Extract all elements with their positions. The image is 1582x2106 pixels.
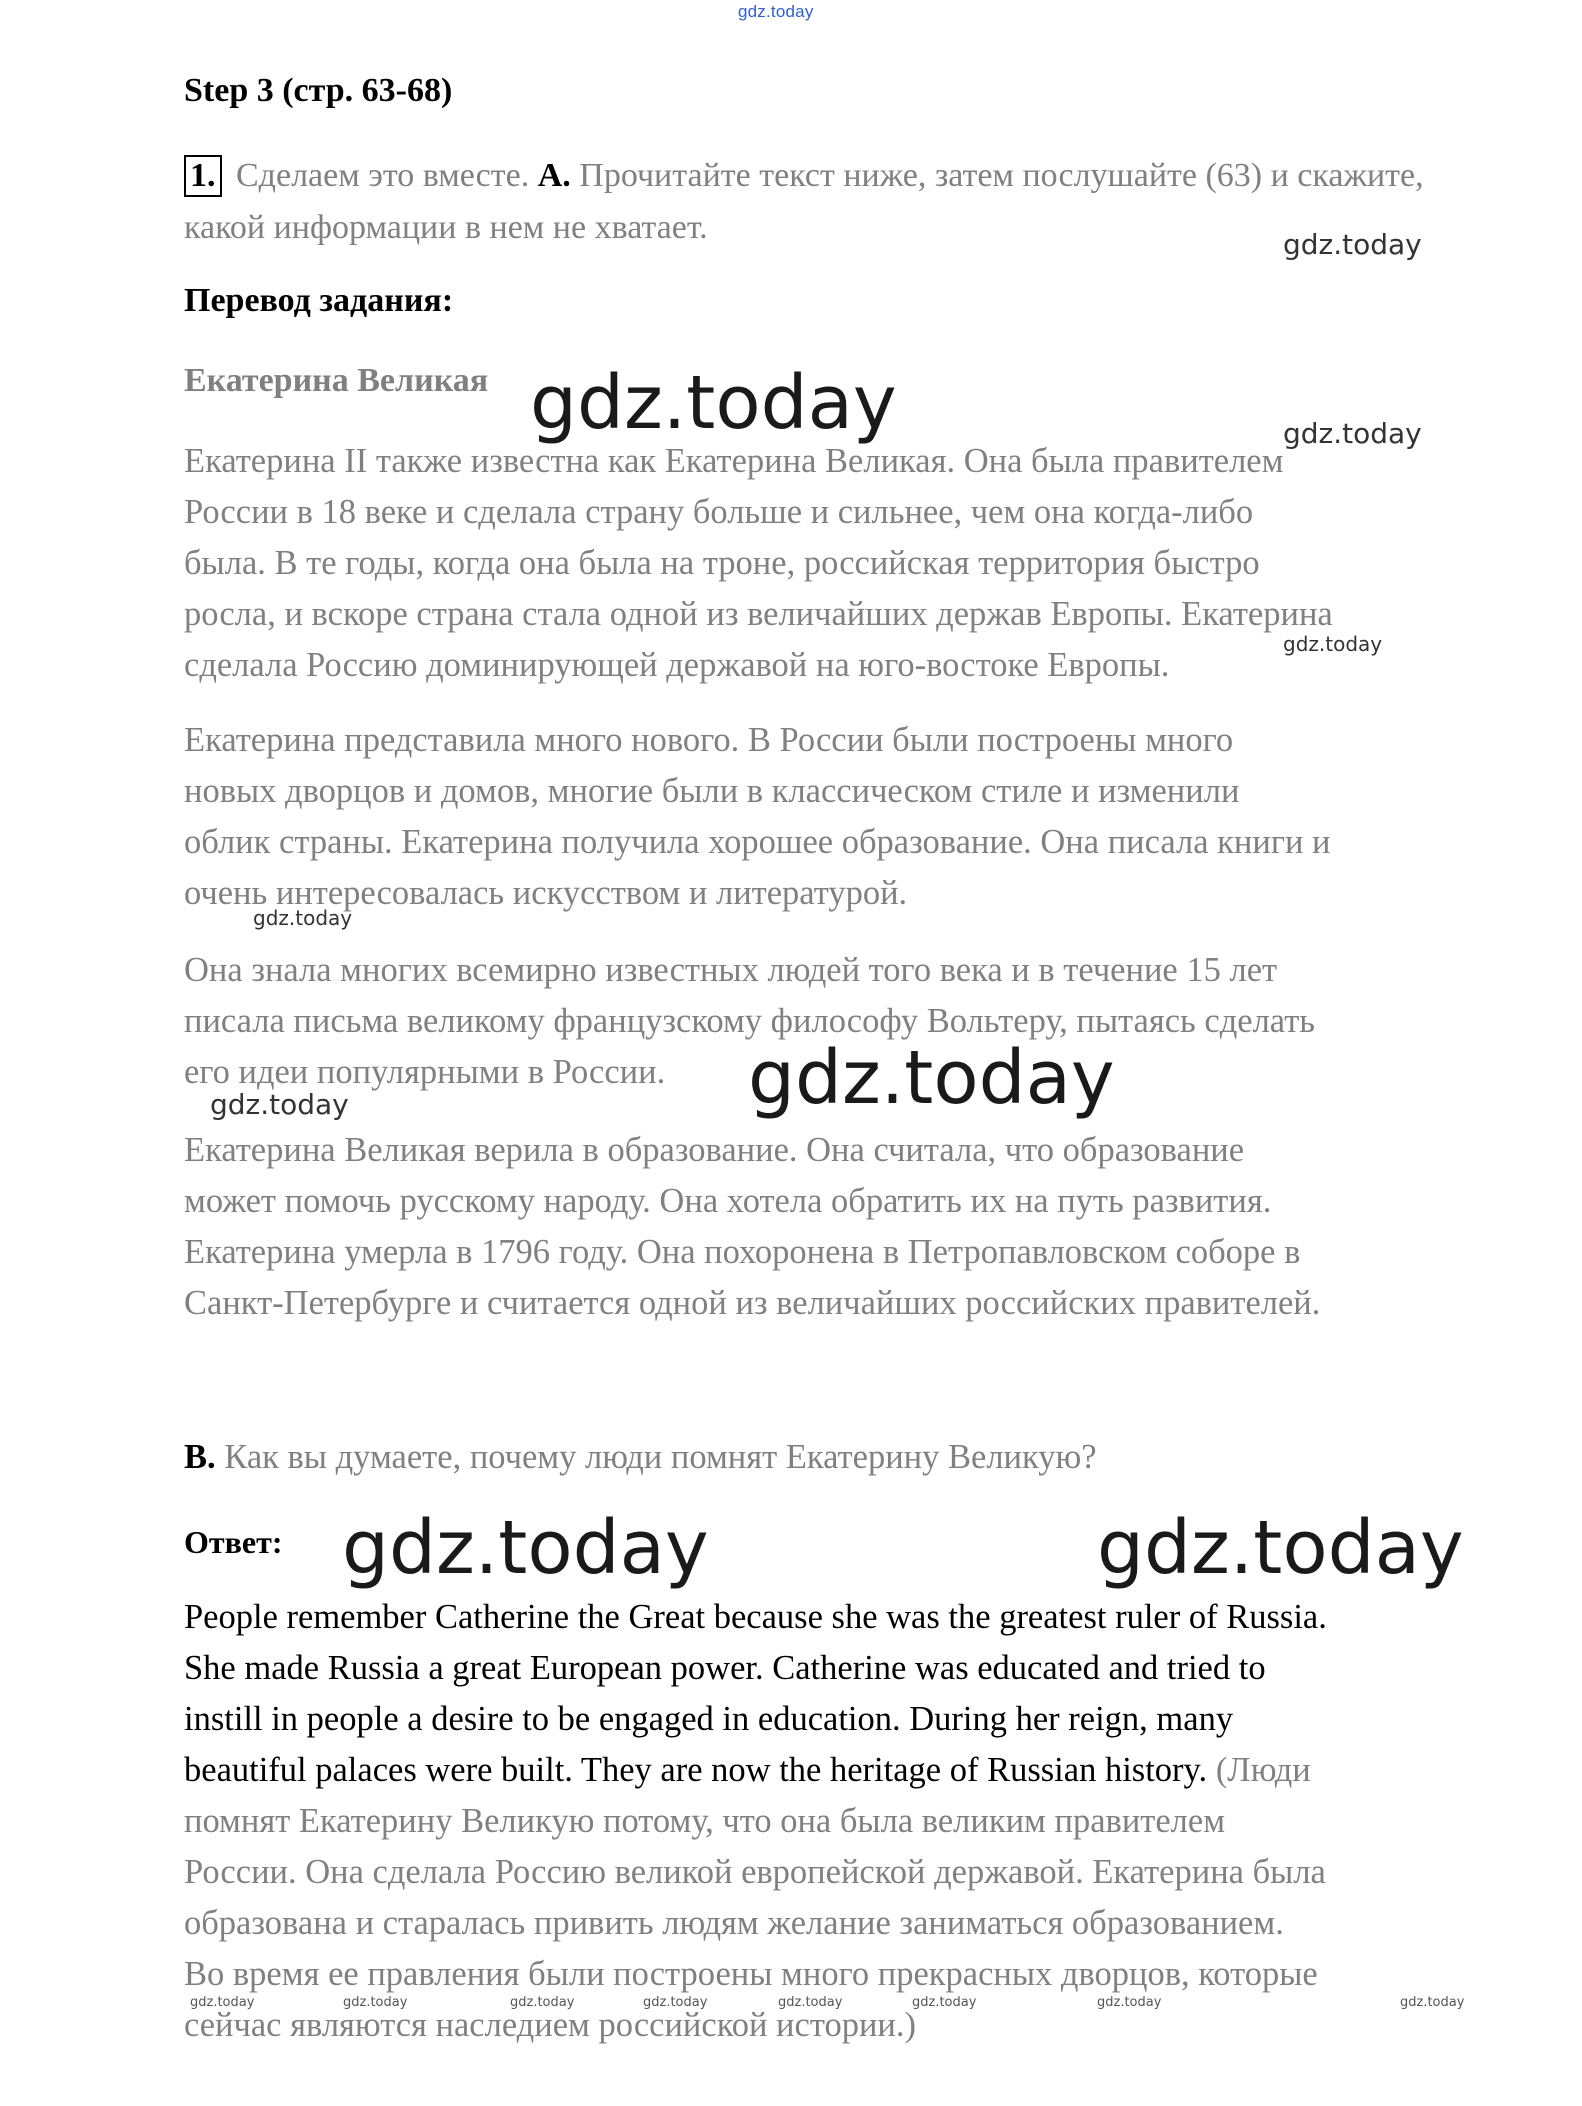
answer-english-line: beautiful palaces were built. They are now the heritage of Russian history. (184, 1751, 1208, 1789)
watermark: gdz.today (1097, 1505, 1464, 1591)
paragraph-line: может помочь русскому народу. Она хотела обратить их на путь развития. (184, 1182, 1272, 1220)
paragraph-line: Екатерина Великая верила в образование. Она считала, что образование (184, 1131, 1245, 1169)
answer-russian-line: сейчас являются наследием российской истории.) (184, 2006, 916, 2044)
answer-english-line: instill in people a desire to be engaged in education. During her reign, many (184, 1700, 1234, 1738)
task-text-before-a: Сделаем это вместе. (236, 157, 530, 194)
answer-russian-line: Во время ее правления были построены много прекрасных дворцов, которые (184, 1955, 1318, 1993)
question-b (184, 1438, 1097, 1477)
task-text-after-a: Прочитайте текст ниже, затем послушайте (63) и скажите, какой информации в нем не хватает. (184, 157, 1424, 246)
task-number: 1. (184, 155, 222, 197)
paragraph-line: писала письма великому французскому философу Вольтеру, пытаясь сделать (184, 1002, 1316, 1040)
translation-heading: Перевод задания: (184, 282, 454, 319)
paragraph-line: Екатерина умерла в 1796 году. Она похоронена в Петропавловском соборе в (184, 1233, 1301, 1271)
watermark: gdz.today (1097, 1995, 1162, 2010)
watermark: gdz.today (1283, 228, 1422, 261)
question-b-label: B. (184, 1438, 216, 1476)
watermark: gdz.today (643, 1995, 708, 2010)
paragraph-line: Екатерина II также известна как Екатерина Великая. Она была правителем (184, 442, 1284, 480)
watermark: gdz.today (210, 1088, 349, 1121)
answer-block (184, 1592, 1494, 2051)
answer-label: Ответ: (184, 1524, 283, 1560)
task-a-label: A. (537, 157, 571, 194)
watermark: gdz.today (343, 1995, 408, 2010)
watermark: gdz.today (510, 1995, 575, 2010)
step-title: Step 3 (стр. 63-68) (184, 72, 453, 109)
watermark: gdz.today (342, 1505, 709, 1591)
paragraph-line: была. В те годы, когда она была на троне, российская территория быстро (184, 544, 1260, 582)
answer-russian-line: образована и старалась привить людям желание заниматься образованием. (184, 1904, 1284, 1942)
watermark: gdz.today (1400, 1995, 1465, 2010)
paragraph-line: его идеи популярными в России. (184, 1053, 666, 1091)
paragraph-line: сделала Россию доминирующей державой на юго-востоке Европы. (184, 646, 1170, 684)
watermark: gdz.today (530, 360, 897, 446)
watermark: gdz.today (912, 1995, 977, 2010)
watermark: gdz.today (748, 1035, 1115, 1121)
watermark: gdz.today (1283, 417, 1422, 450)
answer-mixed-line (184, 1745, 1494, 1796)
answer-russian-start: (Люди (1215, 1751, 1311, 1789)
watermark: gdz.today (190, 1995, 255, 2010)
paragraph-line: новых дворцов и домов, многие были в классическом стиле и изменили (184, 772, 1240, 810)
paragraph-line: Екатерина представила много нового. В России были построены много (184, 721, 1234, 759)
paragraph-2 (184, 715, 1484, 919)
watermark: gdz.today (253, 906, 353, 930)
paragraph-line: росла, и вскоре страна стала одной из величайших держав Европы. Екатерина (184, 595, 1333, 633)
task-instruction (184, 150, 1474, 254)
paragraph-4 (184, 1125, 1484, 1329)
paragraph-3 (184, 945, 1484, 1098)
paragraph-line: Санкт-Петербурге и считается одной из величайших российских правителей. (184, 1284, 1321, 1322)
text-title: Екатерина Великая (184, 362, 489, 399)
answer-russian-line: помнят Екатерину Великую потому, что она была великим правителем (184, 1802, 1226, 1840)
answer-russian-line: России. Она сделала Россию великой европейской державой. Екатерина была (184, 1853, 1326, 1891)
paragraph-1 (184, 436, 1484, 691)
paragraph-line: России в 18 веке и сделала страну больше и сильнее, чем она когда-либо (184, 493, 1254, 531)
question-b-text: Как вы думаете, почему люди помнят Екатерину Великую? (224, 1438, 1097, 1476)
answer-english-line: People remember Catherine the Great because she was the greatest ruler of Russia. (184, 1598, 1327, 1636)
paragraph-line: Она знала многих всемирно известных людей того века и в течение 15 лет (184, 951, 1278, 989)
watermark: gdz.today (1283, 632, 1383, 656)
answer-english-line: She made Russia a great European power. Catherine was educated and tried to (184, 1649, 1266, 1687)
watermark: gdz.today (778, 1995, 843, 2010)
paragraph-line: облик страны. Екатерина получила хорошее образование. Она писала книги и (184, 823, 1331, 861)
paragraph-line: очень интересовалась искусством и литературой. (184, 874, 908, 912)
header-watermark: gdz.today (738, 2, 814, 21)
